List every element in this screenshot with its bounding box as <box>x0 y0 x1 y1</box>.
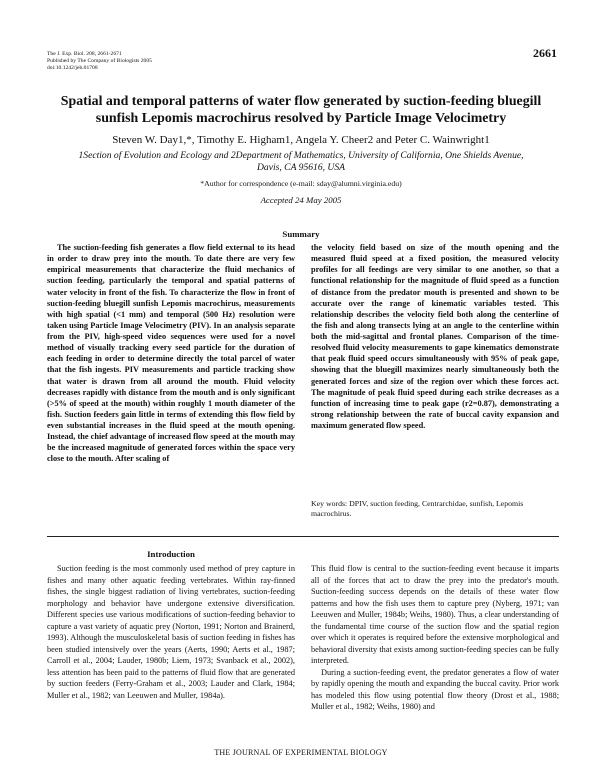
section-divider <box>47 536 559 537</box>
intro-paragraph-1: Suction feeding is the most commonly used method of prey capture in fishes and many other aquatic feeding vertebrates. Within ray-finned fishes, the single biggest radiation of living vertebrates, suction-feeding morphology and behavior have undergone extensive diversification. Different species use various modifications of suction-feeding behavior to capture a vast variety of aquatic prey (Norton, 1991; Norton and Brainerd, 1993). Although the musculoskeletal basis of suction feeding in fishes has been studied intensively over the years (Aerts, 1990; Aerts et al., 1987; Carroll et al., 2004; Lauder, 1980b; Liem, 1973; Svanback et al., 2002), less attention has been paid to the patterns of fluid flow that are generated by suction feeders (Ferry-Graham et al., 2003; Lauder and Clark, 1984; Muller et al., 1982; van Leeuwen and Muller, 1984a). <box>47 564 295 700</box>
keywords: Key words: DPIV, suction feeding, Centrarchidae, sunfish, Lepomis macrochirus. <box>311 499 524 518</box>
citation-line: The J. Exp. Biol. 208, 2661-2671 <box>47 51 122 57</box>
summary-heading: Summary <box>282 229 320 239</box>
summary-right-column: the velocity field based on size of the mouth opening and the measured fluid speed at a fixed position, the measured velocity profiles for all feedings are very similar to one another, so that a functional relationship for the magnitude of fluid speed as a function of distance from the predator mouth is presented and shown to be accurate over the range of kinematic variables tested. This relationship describes the velocity field both along the centerline of the fish and along transects lying at an angle to the centerline within both the mid-sagittal and frontal planes. Comparison of the time-resolved fluid velocity measurements to gape kinematics demonstrate that peak fluid speed occurs simultaneously with 95% of peak gape, showing that the bluegill maximizes nearly simultaneously both the generated forces and size of the region over which these forces act. The magnitude of peak fluid speed during each strike decreases as a function of increasing time to peak gape (r2=0.87), demonstrating a strong relationship between the rate of buccal cavity expansion and maximum generated flow speed. <box>311 243 559 430</box>
affiliation-line-1: 1Section of Evolution and Ecology and 2Department of Mathematics, University of California, One Shields Avenue, <box>78 150 524 161</box>
page-number: 2661 <box>533 46 557 60</box>
intro-paragraph-3: During a suction-feeding event, the predator generates a flow of water by rapidly opening the mouth and expanding the buccal cavity. Prior work has modeled this flow using potential flow theory (Drost et al., 1988; Muller et al., 1982; Weihs, 1980) and <box>311 667 559 711</box>
introduction-heading: Introduction <box>147 549 195 559</box>
introduction-left-column <box>47 563 295 701</box>
correspondence-note: *Author for correspondence (e-mail: sday@alumni.virginia.edu) <box>200 179 402 188</box>
accepted-date: Accepted 24 May 2005 <box>260 195 342 205</box>
journal-footer: THE JOURNAL OF EXPERIMENTAL BIOLOGY <box>214 748 388 757</box>
summary-left-column: The suction-feeding fish generates a flow field external to its head in order to draw prey into the mouth. To date there are very few empirical measurements that characterize the fluid mechanics of suction feeding, particularly the temporal and spatial patterns of water velocity in front of the fish. To characterize the flow in front of suction-feeding bluegill sunfish Lepomis macrochirus, measurements with high spatial (<1 mm) and temporal (500 Hz) resolution were taken using Particle Image Velocimetry (PIV). In an analysis separate from the PIV, high-speed video sequences were used for a novel method of visually tracking every seed particle for the duration of each feeding in order to determine directly the total parcel of water that the fish ingests. PIV measurements and particle tracking show that water is drawn from all around the mouth. Fluid velocity decreases rapidly with distance from the mouth and is only significant (>5% of speed at the mouth) within roughly 1 mouth diameter of the fish. Suction feeders gain little in terms of extending this flow field by even substantial increases in the fluid speed at the mouth opening. Instead, the chief advantage of increased flow speed at the mouth may be the increased magnitude of generated forces within the space very close to the mouth. After scaling of <box>47 243 295 464</box>
intro-paragraph-2: This fluid flow is central to the suction-feeding event because it imparts all of the forces that act to draw the prey into the predator's mouth. Suction-feeding success depends on the details of these water flow patterns and how the fish uses them to capture prey (Nyberg, 1971; van Leeuwen and Muller, 1984b; Weihs, 1980). Thus, a clear understanding of the fundamental time course of the suction flow and the spatial region over which it operates is required before the extensive morphological and behavioral diversity that exists among suction-feeding species can be fully interpreted. <box>311 564 559 665</box>
article-title: Spatial and temporal patterns of water flow generated by suction-feeding bluegill sunfish Lepomis macrochirus resolved by Particle Image Velocimetry <box>60 94 542 126</box>
publisher-line: Published by The Company of Biologists 2005 <box>47 58 152 64</box>
doi-line: doi:10.1242/jeb.01708 <box>47 65 98 71</box>
introduction-right-column <box>311 563 559 713</box>
affiliation-line-2: Davis, CA 95616, USA <box>256 162 346 173</box>
affiliations <box>40 150 562 174</box>
journal-citation <box>47 51 152 72</box>
author-list: Steven W. Day1,*, Timothy E. Higham1, Angela Y. Cheer2 and Peter C. Wainwright1 <box>112 134 490 146</box>
